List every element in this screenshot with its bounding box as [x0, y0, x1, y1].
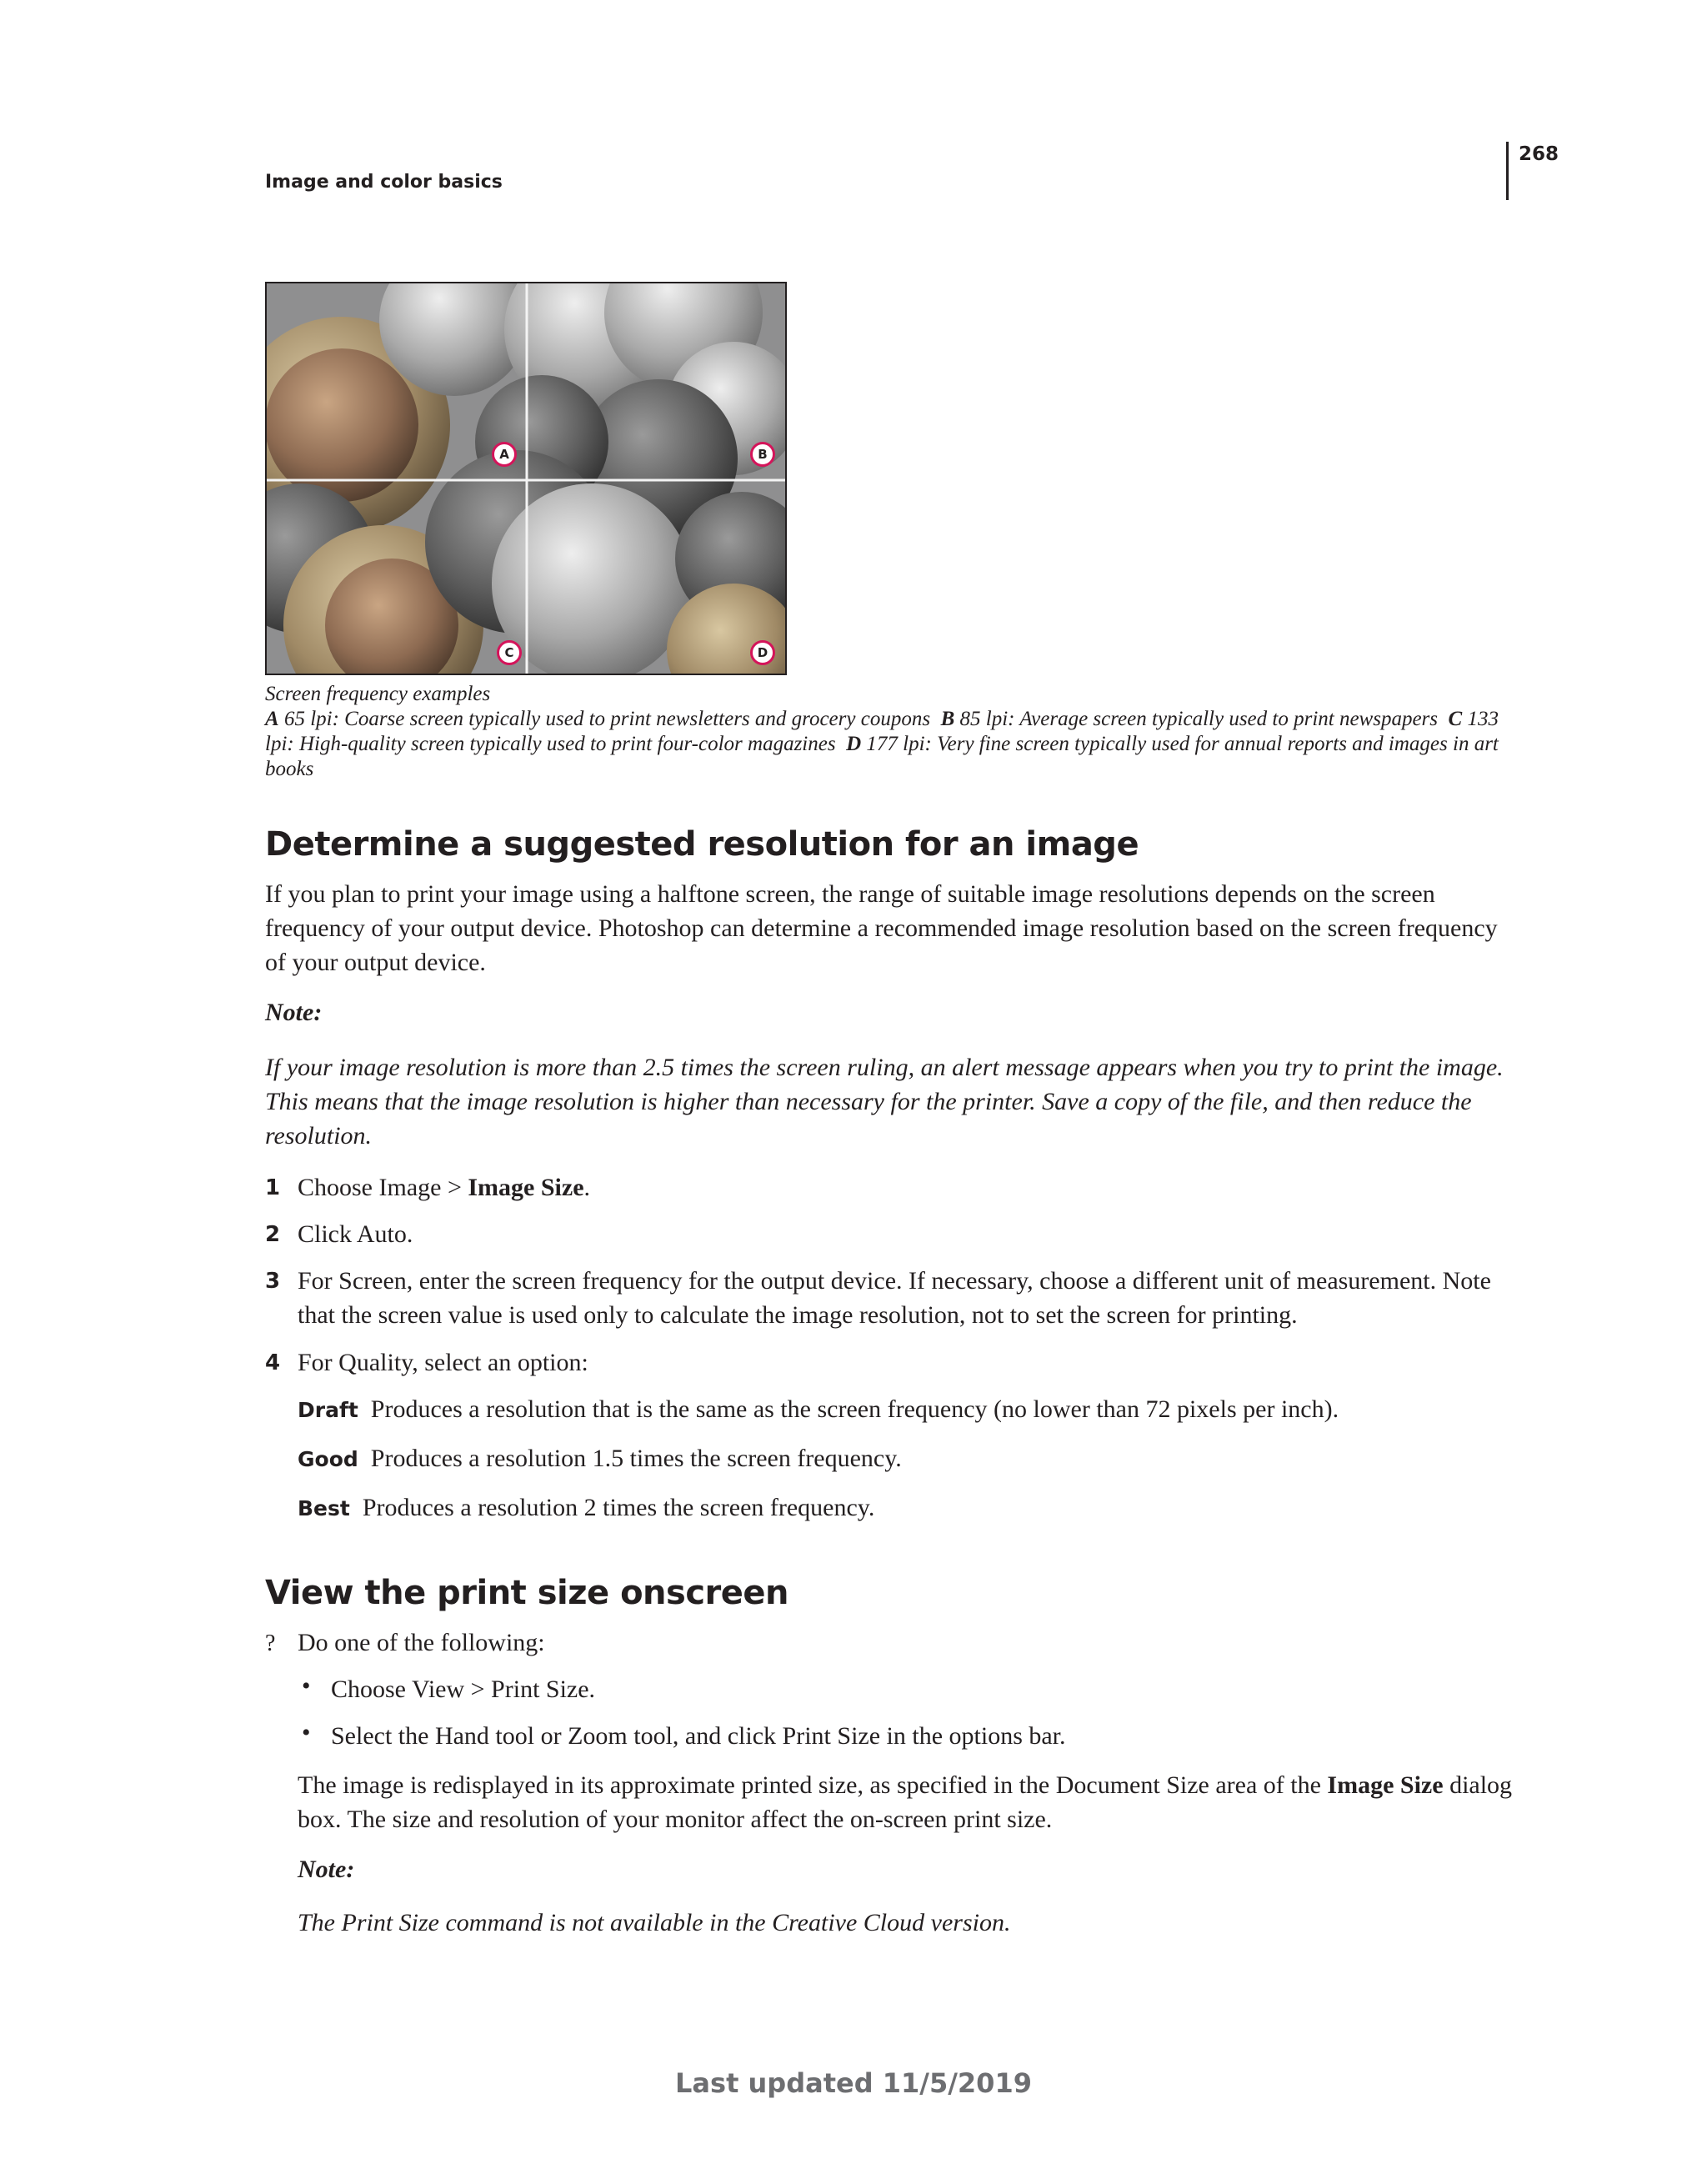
caption-letter-b: B	[940, 708, 955, 730]
section2-result	[298, 1768, 1514, 1836]
page-number: 268	[1519, 143, 1559, 165]
step-1-suffix: .	[583, 1174, 591, 1201]
figure-badge-a: A	[492, 442, 517, 467]
option-draft-desc: Produces a resolution that is the same as the screen frequency (no lower than 72 pixels per inch).	[370, 1395, 1339, 1423]
caption-letter-a: A	[265, 708, 279, 730]
caption-text-c: 133 lpi: High-quality screen typically used to print four-color magazines	[265, 708, 1499, 755]
result-prefix: The image is redisplayed in its approximate printed size, as specified in the Document Size area of the	[298, 1771, 1328, 1799]
option-best	[298, 1490, 1514, 1525]
step-number-2: 2	[265, 1222, 281, 1247]
figure-caption	[265, 682, 1507, 782]
coins-illustration	[267, 283, 785, 674]
option-good	[298, 1441, 1514, 1476]
section-heading-resolution: Determine a suggested resolution for an image	[265, 825, 1139, 864]
bullet-text-2: Select the Hand tool or Zoom tool, and click Print Size in the options bar.	[331, 1722, 1066, 1750]
section2-note-text: The Print Size command is not available in the Creative Cloud version.	[298, 1909, 1011, 1936]
caption-text-b: 85 lpi: Average screen typically used to print newspapers	[959, 708, 1439, 730]
result-suffix: dialog box. The size and resolution of your monitor affect the on-screen print size.	[298, 1771, 1513, 1833]
step-1-bold: Image Size	[468, 1174, 584, 1201]
bullet-icon-1: •	[302, 1672, 311, 1700]
figure-badge-d: D	[750, 640, 775, 665]
caption-text-d: 177 lpi: Very fine screen typically used for annual reports and images in art books	[265, 733, 1499, 780]
caption-text-a: 65 lpi: Coarse screen typically used to print newsletters and grocery coupons	[283, 708, 931, 730]
step-number-4: 4	[265, 1350, 281, 1375]
coins-figure	[265, 282, 787, 675]
caption-letter-c: C	[1448, 708, 1463, 730]
step-text-4: For Quality, select an option:	[298, 1349, 588, 1376]
header-rule	[1506, 142, 1509, 200]
step-text-1	[298, 1170, 1514, 1205]
section1-intro: If you plan to print your image using a halftone screen, the range of suitable image resolutions depends on the screen frequency of your output device. Photoshop can determine a recommended image resolution based on the screen frequency of your output device.	[265, 880, 1498, 976]
figure-badge-b: B	[750, 442, 775, 467]
step-number-3: 3	[265, 1269, 281, 1294]
section1-note-text: If your image resolution is more than 2.5 times the screen ruling, an alert message appears when you try to print the image. This means that the image resolution is higher than necessary for the printer. Save a copy of the file, and then reduce the resolution.	[265, 1054, 1504, 1150]
section-heading-print-size: View the print size onscreen	[265, 1574, 789, 1612]
option-draft-term: Draft	[298, 1398, 358, 1422]
caption-letter-d: D	[846, 733, 862, 755]
figure-badge-c: C	[497, 640, 522, 665]
section2-step-text: Do one of the following:	[298, 1629, 545, 1656]
option-best-desc: Produces a resolution 2 times the screen frequency.	[362, 1494, 875, 1521]
step-1-prefix: Choose Image >	[298, 1174, 468, 1201]
caption-title: Screen frequency examples	[265, 683, 491, 705]
option-good-desc: Produces a resolution 1.5 times the screen frequency.	[370, 1445, 902, 1472]
option-best-term: Best	[298, 1496, 350, 1520]
option-draft	[298, 1392, 1514, 1427]
running-header: Image and color basics	[265, 172, 503, 193]
step-number-1: 1	[265, 1175, 281, 1200]
step-marker: ?	[265, 1630, 276, 1656]
section1-note-label: Note:	[265, 999, 323, 1026]
option-good-term: Good	[298, 1447, 358, 1471]
step-text-3: For Screen, enter the screen frequency for the output device. If necessary, choose a different unit of measurement. Note that the screen value is used only to calculate the image resolution, not to set the screen for printing.	[298, 1267, 1491, 1329]
bullet-icon-2: •	[302, 1719, 311, 1746]
step-text-2: Click Auto.	[298, 1220, 413, 1248]
section2-note-label: Note:	[298, 1856, 355, 1883]
bullet-text-1: Choose View > Print Size.	[331, 1676, 596, 1703]
footer-last-updated: Last updated 11/5/2019	[675, 2067, 1032, 2099]
result-bold: Image Size	[1327, 1771, 1444, 1799]
